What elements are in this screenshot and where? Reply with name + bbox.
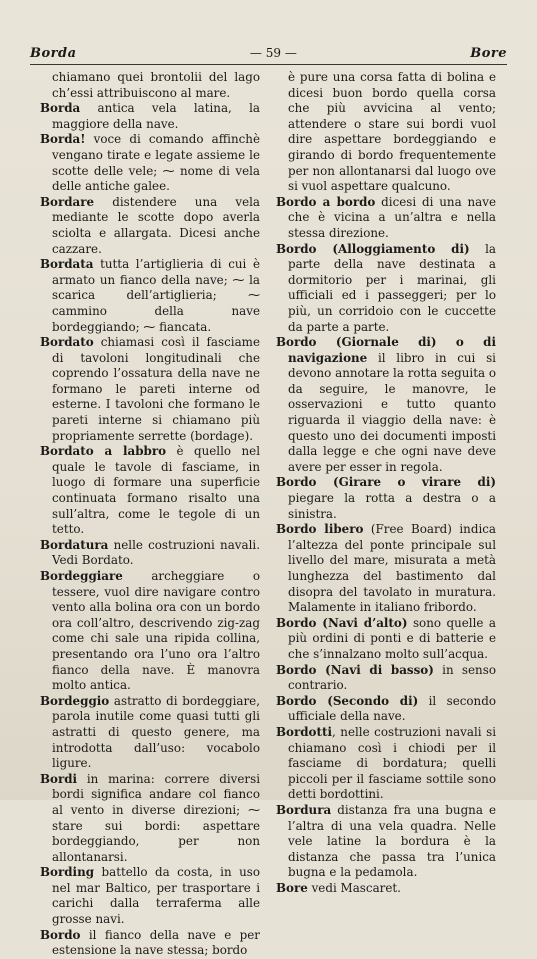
entry-definition: il libro in cui si devono annotare la rotta seguita o da seguire, le manovre, le osservazioni e tutto quanto riguarda il viaggio della nave: è questo uno dei documenti imposti dalla legge e che ogni nave deve avere per esser in regola. bbox=[288, 350, 497, 474]
entry-definition: il fianco della nave e per estensione la nave stessa; bordo bbox=[52, 927, 260, 958]
dictionary-entry bbox=[40, 195, 260, 257]
entry-headword: Borda! bbox=[40, 132, 86, 147]
entry-headword: Bordato a labbro bbox=[40, 444, 167, 459]
header-rule bbox=[30, 64, 507, 65]
dictionary-entry bbox=[40, 569, 260, 694]
dictionary-entry bbox=[40, 335, 260, 444]
page-number: — 59 — bbox=[249, 46, 297, 60]
entry-definition: , nelle costruzioni navali si chiamano così i chiodi per il fasciame di bordatura; quelli piccoli per il fasciame sottile sono detti bordottini. bbox=[288, 724, 496, 802]
dictionary-entry bbox=[40, 444, 260, 538]
dictionary-entry bbox=[276, 195, 496, 242]
dictionary-entry bbox=[40, 694, 260, 772]
running-header bbox=[30, 44, 507, 62]
entry-definition: è quello nel quale le tavole di fasciame, in luogo di formare una superficie continuata formano risalto una sull’altra, come le tegole di un tetto. bbox=[52, 444, 261, 537]
dictionary-entry bbox=[276, 475, 496, 522]
entry-headword: Bordo libero bbox=[276, 522, 364, 537]
entry-headword: Bordo bbox=[40, 927, 81, 942]
entry-definition: il secondo ufficiale della nave. bbox=[288, 693, 496, 724]
entry-definition: astratto di bordeggiare, parola inutile come quasi tutti gli astratti di questo genere, ma introdotta dall’uso: vocabolo ligure. bbox=[52, 693, 260, 771]
dictionary-entry bbox=[276, 522, 496, 616]
entry-definition: (Free Board) indica l’altezza del ponte principale sul livello del mare, misurata a metà lunghezza del bastimento dal disopra del tavolato in muratura. Malamente in italiano fribordo. bbox=[288, 522, 496, 615]
entry-definition: piegare la rotta a destra o a sinistra. bbox=[288, 491, 496, 521]
entry-definition: archeggiare o tessere, vuol dire navigare contro vento alla bolina ora con un bordo ora coll’altro, descrivendo zig-zag come chi sale una ripida collina, presentando ora l’uno ora l’altro fianco della nave. È manovra molto antica. bbox=[52, 569, 260, 693]
entry-headword: Bording bbox=[40, 865, 95, 880]
dictionary-entry bbox=[40, 257, 260, 335]
entry-definition: dicesi di una nave che è vicina a un’altra e nella stessa direzione. bbox=[288, 194, 496, 240]
right-column bbox=[276, 70, 496, 896]
entry-definition: tutta l’artiglieria di cui è armato un fianco della nave; ⁓ la scarica dell’artiglieria; ⁓ cammino della nave bordeggiando; ⁓ fiancata. bbox=[52, 257, 260, 334]
entry-definition: è pure una corsa fatta di bolina e dicesi buon bordo quella corsa che più avvicina al vento; attendere o stare sui bordi vuol dire aspettare bordeggiando e girando di bordo frequentemente per non allontanarsi dal luogo ove si vuol aspettare qualcuno. bbox=[288, 70, 496, 194]
entry-definition: antica vela latina, la maggiore della nave. bbox=[52, 101, 260, 131]
dictionary-entry bbox=[40, 132, 260, 194]
entry-headword: Bordo (Girare o virare di) bbox=[276, 475, 496, 490]
dictionary-entry bbox=[40, 865, 260, 927]
entry-headword: Bordo a bordo bbox=[276, 194, 376, 209]
dictionary-entry bbox=[40, 70, 260, 101]
entry-headword: Bordeggio bbox=[40, 693, 110, 708]
entry-headword: Bordo (Secondo di) bbox=[276, 693, 419, 708]
entry-definition: sono quelle a più ordini di ponti e di batterie e che s’innalzano molto sull’acqua. bbox=[288, 615, 496, 661]
entry-headword: Bordi bbox=[40, 771, 78, 786]
header-left-guideword: Borda bbox=[30, 45, 77, 61]
entry-headword: Bordo (Giornale di) o di navigazione bbox=[276, 335, 496, 365]
entry-definition: voce di comando affinchè vengano tirate e legate assieme le scotte delle vele; ⁓ nome di vela delle antiche galee. bbox=[52, 132, 260, 194]
entry-headword: Bordeggiare bbox=[40, 569, 123, 583]
dictionary-entry bbox=[276, 803, 496, 881]
dictionary-entry bbox=[276, 663, 496, 694]
dictionary-entry bbox=[276, 242, 496, 336]
dictionary-entry bbox=[276, 616, 496, 663]
entry-headword: Bordo (Navi d’alto) bbox=[276, 615, 408, 630]
dictionary-entry bbox=[276, 694, 496, 725]
entry-definition: chiamasi così il fasciame di tavoloni longitudinali che coprendo l’ossatura della nave ne formano le pareti interne od esterne. I tavoloni che formano le pareti interne si chiamano più propriamente serrette (bordage). bbox=[52, 335, 260, 443]
entry-definition: distanza fra una bugna e l’altra di una vela quadra. Nelle vele latine la bordura è la distanza che passa tra l’unica bugna e la pedamola. bbox=[288, 802, 496, 880]
entry-headword: Bore bbox=[276, 880, 308, 895]
entry-headword: Bordato bbox=[40, 335, 94, 350]
entry-headword: Bordo (Alloggiamento di) bbox=[276, 241, 470, 256]
entry-headword: Borda bbox=[40, 101, 81, 116]
entry-headword: Bordura bbox=[276, 802, 332, 817]
dictionary-entry bbox=[276, 70, 496, 195]
entry-definition: chiamano quei brontolii del lago ch’essi attribuiscono al mare. bbox=[52, 70, 260, 100]
entry-definition: la parte della nave destinata a dormitorio per i marinai, gli ufficiali ed i passeggeri; per lo più, un corridoio con le cuccette da parte a parte. bbox=[288, 241, 497, 334]
header-right-guideword: Bore bbox=[470, 45, 507, 61]
entry-definition: in senso contrario. bbox=[288, 662, 496, 693]
entry-definition: nelle costruzioni navali. Vedi Bordato. bbox=[52, 537, 260, 568]
entry-headword: Bordare bbox=[40, 194, 95, 209]
dictionary-entry bbox=[276, 335, 496, 475]
entry-headword: Bordotti bbox=[276, 724, 332, 739]
dictionary-entry bbox=[276, 725, 496, 803]
left-column bbox=[40, 70, 260, 959]
entry-headword: Bordata bbox=[40, 257, 94, 272]
entry-headword: Bordo (Navi di basso) bbox=[276, 662, 434, 677]
entry-headword: Bordatura bbox=[40, 537, 109, 552]
dictionary-entry bbox=[40, 772, 260, 866]
dictionary-entry bbox=[40, 538, 260, 569]
entry-definition: vedi Mascaret. bbox=[307, 880, 401, 895]
dictionary-entry bbox=[40, 928, 260, 959]
entry-definition: in marina: correre diversi bordi significa andare col fianco al vento in diverse direzioni; ⁓ stare sui bordi: aspettare bordeggiando, per non allontanarsi. bbox=[52, 771, 260, 864]
entry-definition: distendere una vela mediante le scotte dopo averla sciolta e allargata. Dicesi anche cazzare. bbox=[52, 194, 260, 256]
entry-definition: battello da costa, in uso nel mar Baltico, per trasportare i carichi dalla terraferma alle grosse navi. bbox=[52, 865, 260, 927]
dictionary-entry bbox=[40, 101, 260, 132]
dictionary-entry bbox=[276, 881, 496, 897]
